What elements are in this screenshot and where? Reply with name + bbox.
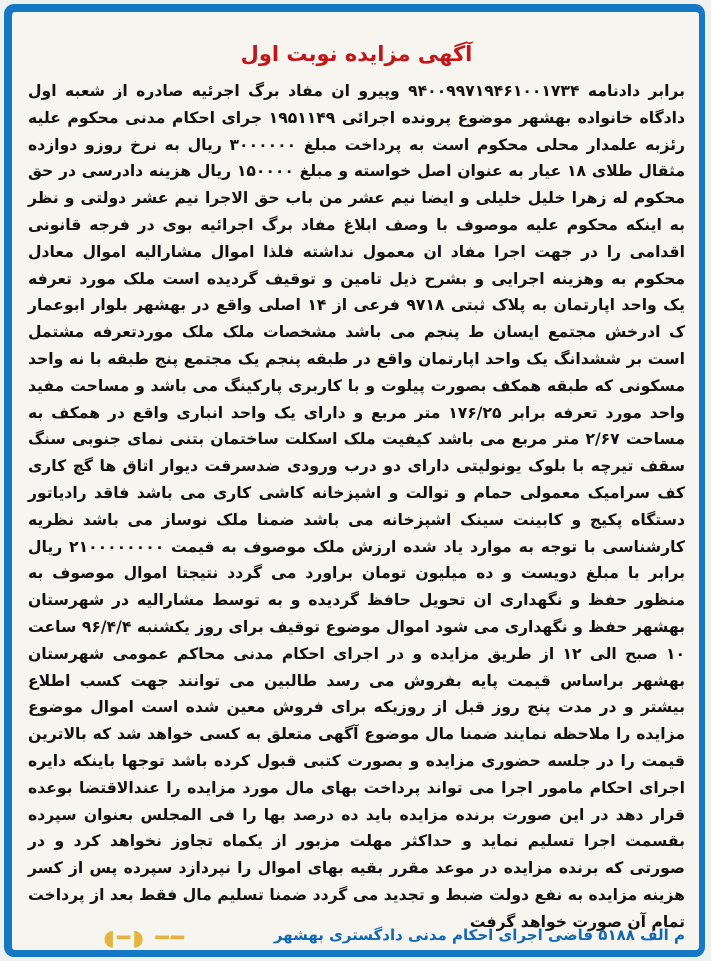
notice-title: آگهی مزایده نوبت اول bbox=[240, 42, 473, 66]
footer-text: م الف ۵۱۸۸ قاضی اجرای احکام مدنی دادگستری بهشهر bbox=[273, 926, 685, 944]
notice-footer bbox=[26, 920, 685, 950]
notice-paper bbox=[12, 12, 699, 950]
footer-decoration-icon: ◖━◗ ━━ bbox=[103, 926, 186, 951]
notice-body: برابر دادنامه ۹۴۰۰۹۹۷۱۹۴۶۱۰۰۱۷۳۴ وپیرو ان مفاد برگ اجرئیه صادره از شعبه اول دادگاه خانواده بهشهر موضوع پرونده اجرائی ۱۹۵۱۱۴۹ جرای احکام مدنی محکوم علیه رئزبه علمدار محلی محکوم است به پرداخت مبلغ ۳۰۰۰۰۰۰ ریال به نرخ روزو دوازده مثقال طلای ۱۸ عیار به عنوان اصل خواسته و مبلغ ۱۵۰۰۰۰ ریال هزینه دادرسی در حق محکوم له زهرا خلیل خلیلی و ایضا نیم عشر من باب حق الاجرا نیم عشر دولتی و نظر به اینکه محکوم علیه موصوف با وصف ابلاغ مفاد برگ اجرائیه بوی در فرجه قانونی اقدامی را در جهت اجرا مفاد ان معمول نداشته فلذا اموال مشارالیه اموال معادل محکوم به وهزینه اجرایی و بشرح ذیل تامین و توقیف گردیده است ملک مورد تعرفه یک واحد اپارتمان به پلاک ثبتی ۹۷۱۸ فرعی از ۱۴ اصلی واقع در بهشهر بلوار ابوعمار ک ادرخش مجتمع ایسان ط پنجم می باشد مشخصات ملک ملک موردتعرفه مشتمل است بر ششدانگ یک واحد اپارتمان واقع در طبقه پنجم یک مجتمع پنج طبقه با نه واحد مسکونی که طبقه همکف بصورت پیلوت و با کاربری پارکینگ می باشد و مساحت مفید واحد مورد تعرفه برابر ۱۷۶/۲۵ متر مربع و دارای یک واحد انباری واقع در همکف به مساحت ۲/۶۷ متر مربع می باشد کیفیت ملک اسکلت ساختمان بتنی نمای جنوبی سنگ سقف تیرچه با بلوک یونولیتی دارای دو درب ورودی ضدسرقت دیوار اتاق ها گچ کاری کف سرامیک معمولی حمام و توالت و اشپزخانه کاشی کاری می باشد فاقد رادیاتور دستگاه پکیج و کابینت سینک اشپزخانه می باشد ضمنا ملک نوساز می باشد نظریه کارشناسی با توجه به موارد یاد شده ارزش ملک موصوف به قیمت ۲۱۰۰۰۰۰۰۰۰ ریال برابر با مبلغ دویست و ده میلیون تومان براورد می گردد نتیجتا اموال موصوف به منظور حفظ و نگهداری ان تحویل حافظ گردیده و به توسط مشارالیه در شهرستان بهشهر حفظ و نگهداری می شود اموال موضوع توقیف برای روز یکشنبه ۹۶/۴/۴ ساعت ۱۰ صبح الی ۱۲ از طریق مزایده و در اجرای احکام مدنی محاکم عمومی شهرستان بهشهر براساس قیمت پایه بفروش می رسد طالبین می توانند جهت کسب اطلاع بیشتر و در مدت پنج روز قبل از روزیکه برای فروش معین شده است اموال موضوع مزایده را ملاحظه نمایند ضمنا مال موضوع آگهی متعلق به کسی خواهد شد که بالاترین قیمت را در جلسه حضوری مزایده و بصورت کتبی قبول کرده باشد توجها باینکه دایره اجرای احکام مامور اجرا می تواند پرداخت بهای مال مورد مزایده را عندالاقتضا بوعده قرار دهد در این صورت برنده مزایده باید ده درصد بها را فی المجلس بعنوان سپرده بقسمت اجرا تسلیم نماید و حداکثر مهلت مزبور از یکماه تجاوز نخواهد کرد و در صورتی که برنده مزایده در موعد مقرر بقیه بهای اموال را نپردازد سپرده پس از کسر هزینه مزایده به نفع دولت ضبط و تجدید می گردد ضمنا تسلیم مال فقط بعد از پرداخت تمام آن صورت خواهد گرفت bbox=[28, 82, 686, 931]
